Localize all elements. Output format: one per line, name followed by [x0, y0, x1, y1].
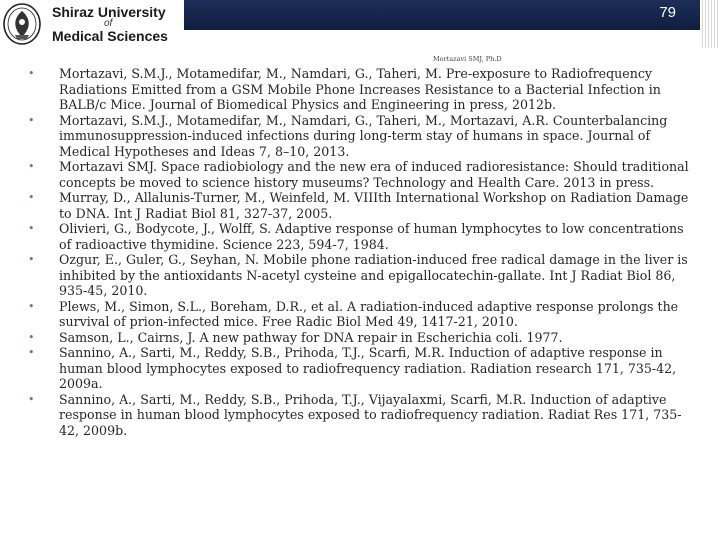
university-seal-icon — [2, 2, 42, 46]
reference-list — [28, 66, 696, 438]
reference-item: • Mortazavi, S.M.J., Motamedifar, M., Namdari, G., Taheri, M., Mortazavi, A.R. Counterbalancing immunosuppression-induced infections during long-term stay of humans in space. Journal of Medical Hypotheses and Ideas 7, 8–10, 2013. — [28, 113, 696, 160]
reference-item: • Mortazavi SMJ. Space radiobiology and the new era of induced radioresistance: Should traditional concepts be moved to science history museums? Technology and Health Care. 2013 in press. — [28, 159, 696, 190]
reference-item: • Sannino, A., Sarti, M., Reddy, S.B., Prihoda, T.J., Scarfi, M.R. Induction of adaptive response in human blood lymphocytes exposed to radiofrequency radiation. Radiation research 171, 735-42, 2009a. — [28, 345, 696, 392]
header-bar — [184, 0, 700, 30]
university-logo — [2, 2, 182, 46]
reference-item: • Samson, L., Cairns, J. A new pathway for DNA repair in Escherichia coli. 1977. — [28, 330, 696, 346]
header-stripes — [700, 0, 720, 48]
page-number: 79 — [659, 4, 676, 21]
reference-item: • Mortazavi, S.M.J., Motamedifar, M., Namdari, G., Taheri, M. Pre-exposure to Radiofrequency Radiations Emitted from a GSM Mobile Phone Increases Resistance to a Bacterial Infection in BALB/c Mice. Journal of Biomedical Physics and Engineering in press, 2012b. — [28, 66, 696, 113]
reference-item: • Plews, M., Simon, S.L., Boreham, D.R., et al. A radiation-induced adaptive response prolongs the survival of prion-infected mice. Free Radic Biol Med 49, 1417-21, 2010. — [28, 299, 696, 330]
university-name — [52, 5, 168, 43]
university-name-line3: Medical Sciences — [52, 28, 168, 44]
author-credit: Mortazavi SMJ, Ph.D — [433, 55, 502, 63]
reference-item: • Murray, D., Allalunis-Turner, M., Weinfeld, M. VIIIth International Workshop on Radiation Damage to DNA. Int J Radiat Biol 81, 327-37, 2005. — [28, 190, 696, 221]
university-name-line2: of — [104, 18, 113, 29]
university-name-line1: Shiraz University — [52, 4, 166, 20]
reference-item: • Olivieri, G., Bodycote, J., Wolff, S. Adaptive response of human lymphocytes to low concentrations of radioactive thymidine. Science 223, 594-7, 1984. — [28, 221, 696, 252]
reference-item: • Ozgur, E., Guler, G., Seyhan, N. Mobile phone radiation-induced free radical damage in the liver is inhibited by the antioxidants N-acetyl cysteine and epigallocatechin-gallate. Int J Radiat Biol 86, 935-45, 2010. — [28, 252, 696, 299]
reference-item: • Sannino, A., Sarti, M., Reddy, S.B., Prihoda, T.J., Vijayalaxmi, Scarfi, M.R. Induction of adaptive response in human blood lymphocytes exposed to radiofrequency radiation. Radiat Res 171, 735-42, 2009b. — [28, 392, 696, 439]
